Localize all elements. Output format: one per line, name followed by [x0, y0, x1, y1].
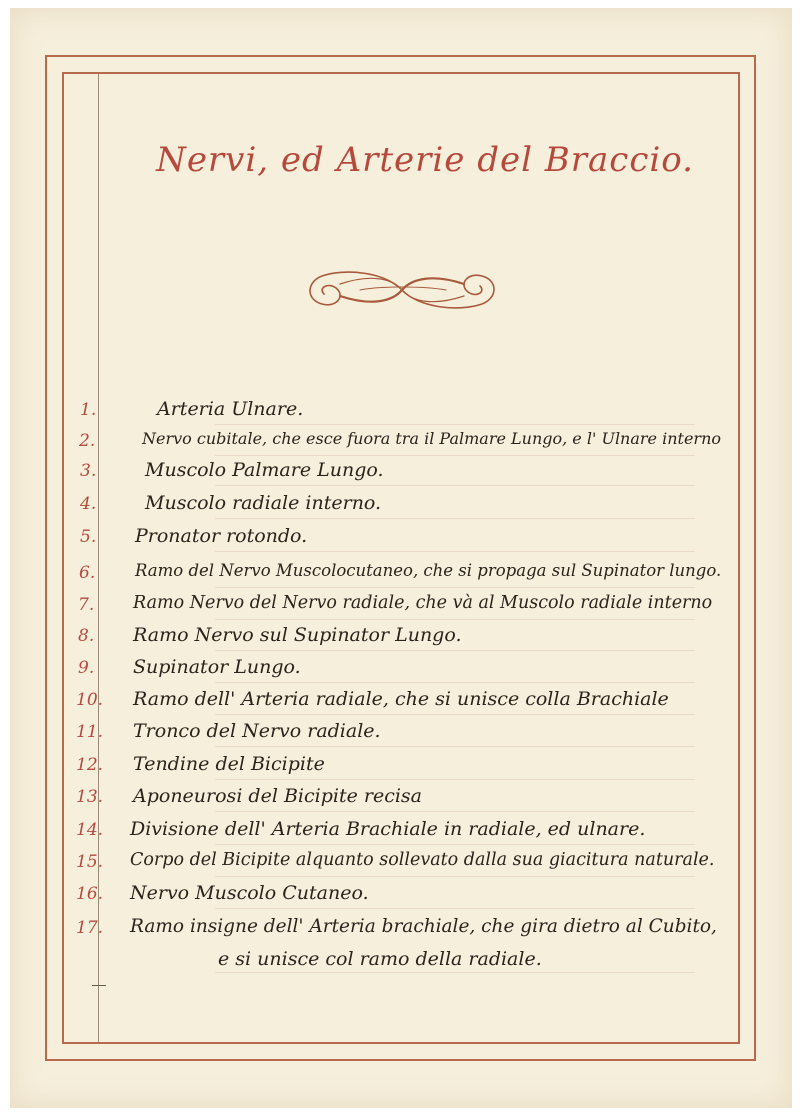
list-item [0, 720, 800, 750]
entry-number: 1. [80, 400, 97, 420]
faint-ruling-line [215, 746, 695, 747]
entry-text: Tendine del Bicipite [133, 753, 325, 775]
list-item [0, 753, 800, 783]
entry-text: Ramo dell' Arteria radiale, che si unisce colla Brachiale [133, 688, 669, 710]
entry-text: Aponeurosi del Bicipite recisa [133, 785, 422, 807]
entry-number: 9. [78, 658, 95, 678]
faint-ruling-line [215, 779, 695, 780]
entry-continuation: e si unisce col ramo della radiale. [218, 948, 542, 970]
list-item [0, 656, 800, 686]
faint-ruling-line [215, 650, 695, 651]
entry-number: 10. [76, 690, 104, 710]
entry-text: Ramo insigne dell' Arteria brachiale, che gira dietro al Cubito, [130, 916, 717, 937]
faint-ruling-line [215, 714, 695, 715]
faint-ruling-line [215, 619, 695, 620]
faint-ruling-line [215, 811, 695, 812]
entry-text: Arteria Ulnare. [157, 398, 304, 420]
list-item [0, 429, 800, 459]
list-item [0, 593, 800, 623]
entry-number: 5. [80, 527, 97, 547]
entry-text: Pronator rotondo. [135, 525, 308, 547]
entry-text: Corpo del Bicipite alquanto sollevato dalla sua giacitura naturale. [130, 850, 715, 870]
faint-ruling-line [215, 844, 695, 845]
list-item [0, 624, 800, 654]
entry-text: Divisione dell' Arteria Brachiale in radiale, ed ulnare. [130, 818, 646, 840]
entry-number: 15. [76, 852, 104, 872]
list-item [0, 916, 800, 970]
entry-text: Ramo Nervo sul Supinator Lungo. [133, 624, 462, 646]
list-item [0, 688, 800, 718]
list-item [0, 561, 800, 591]
list-item [0, 525, 800, 555]
faint-ruling-line [215, 551, 695, 552]
entry-number: 16. [76, 884, 104, 904]
list-item [0, 785, 800, 815]
entry-number: 2. [79, 431, 96, 451]
entry-number: 4. [80, 494, 97, 514]
faint-ruling-line [215, 455, 695, 456]
list-item [0, 492, 800, 522]
faint-ruling-line [215, 424, 695, 425]
list-item [0, 818, 800, 848]
entry-text: Ramo del Nervo Muscolocutaneo, che si propaga sul Supinator lungo. [135, 561, 722, 580]
entry-number: 8. [78, 626, 95, 646]
faint-ruling-line [215, 876, 695, 877]
entry-number: 6. [79, 563, 96, 583]
faint-ruling-line [215, 587, 695, 588]
entry-text: Tronco del Nervo radiale. [133, 720, 381, 742]
page-title: Nervi, ed Arterie del Braccio. [156, 140, 694, 180]
entry-number: 13. [76, 787, 104, 807]
entry-text: Muscolo radiale interno. [145, 492, 382, 514]
entry-number: 11. [76, 722, 104, 742]
list-item [0, 398, 800, 428]
faint-ruling-line [215, 908, 695, 909]
entry-text: Supinator Lungo. [133, 656, 301, 678]
entry-text: Muscolo Palmare Lungo. [145, 459, 384, 481]
entry-text: Nervo cubitale, che esce fuora tra il Palmare Lungo, e l' Ulnare interno [142, 429, 722, 448]
entry-text: Ramo Nervo del Nervo radiale, che và al Muscolo radiale interno [133, 593, 713, 613]
list-item [0, 459, 800, 489]
faint-ruling-line [215, 485, 695, 486]
entry-number: 7. [78, 595, 95, 615]
faint-ruling-line [215, 682, 695, 683]
faint-ruling-line [215, 972, 695, 973]
entry-number: 12. [76, 755, 104, 775]
entry-number: 3. [80, 461, 97, 481]
faint-ruling-line [215, 518, 695, 519]
entry-number: 14. [76, 820, 104, 840]
entry-text: Nervo Muscolo Cutaneo. [130, 882, 369, 904]
list-item [0, 882, 800, 912]
list-item [0, 850, 800, 880]
entry-number: 17. [76, 918, 104, 938]
